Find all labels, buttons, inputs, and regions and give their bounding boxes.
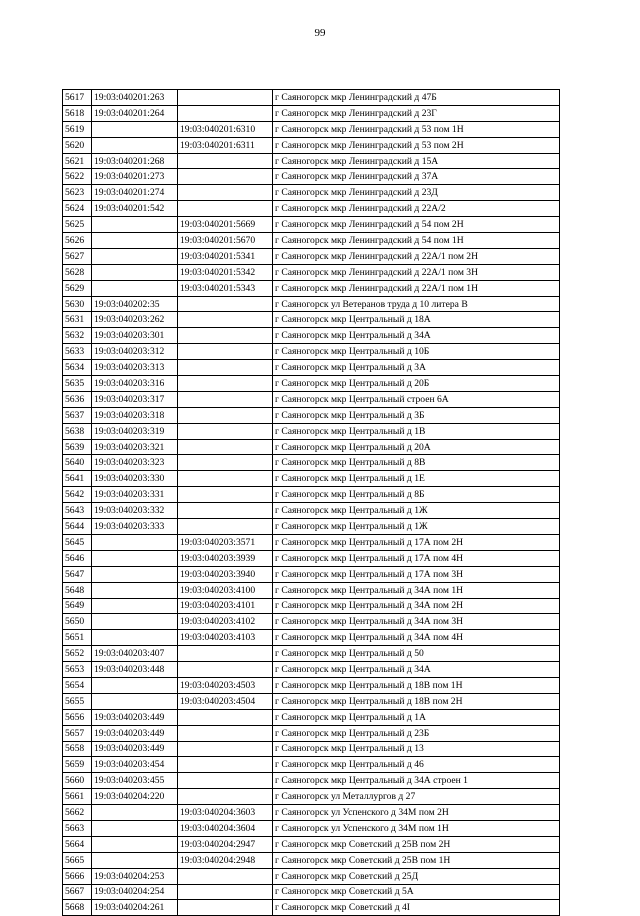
- address-cell: г Саяногорск мкр Ленинградский д 54 пом 2Н: [273, 217, 560, 233]
- row-number-cell: 5651: [63, 630, 92, 646]
- table-row: [63, 328, 560, 344]
- row-number-cell: 5648: [63, 582, 92, 598]
- table-row: [63, 312, 560, 328]
- table-row: [63, 439, 560, 455]
- land-cadastral-number-cell: 19:03:040203:313: [92, 360, 178, 376]
- table-row: [63, 376, 560, 392]
- row-number-cell: 5643: [63, 503, 92, 519]
- address-cell: г Саяногорск мкр Центральный д 10Б: [273, 344, 560, 360]
- address-cell: г Саяногорск мкр Центральный д 34А: [273, 662, 560, 678]
- premises-cadastral-number-cell: [178, 773, 273, 789]
- table-row: [63, 360, 560, 376]
- registry-rows: [63, 90, 560, 916]
- address-cell: г Саяногорск мкр Центральный д 50: [273, 646, 560, 662]
- land-cadastral-number-cell: [92, 582, 178, 598]
- land-cadastral-number-cell: 19:03:040203:449: [92, 709, 178, 725]
- premises-cadastral-number-cell: 19:03:040203:4100: [178, 582, 273, 598]
- row-number-cell: 5621: [63, 153, 92, 169]
- address-cell: г Саяногорск мкр Центральный д 46: [273, 757, 560, 773]
- premises-cadastral-number-cell: 19:03:040201:5341: [178, 248, 273, 264]
- row-number-cell: 5622: [63, 169, 92, 185]
- table-row: [63, 423, 560, 439]
- table-row: [63, 836, 560, 852]
- table-row: [63, 677, 560, 693]
- land-cadastral-number-cell: 19:03:040203:317: [92, 391, 178, 407]
- table-row: [63, 519, 560, 535]
- premises-cadastral-number-cell: [178, 376, 273, 392]
- table-row: [63, 884, 560, 900]
- land-cadastral-number-cell: 19:03:040203:448: [92, 662, 178, 678]
- premises-cadastral-number-cell: 19:03:040201:5343: [178, 280, 273, 296]
- address-cell: г Саяногорск мкр Ленинградский д 23Г: [273, 105, 560, 121]
- table-row: [63, 789, 560, 805]
- land-cadastral-number-cell: [92, 121, 178, 137]
- land-cadastral-number-cell: [92, 280, 178, 296]
- table-row: [63, 646, 560, 662]
- address-cell: г Саяногорск мкр Центральный д 18В пом 2Н: [273, 693, 560, 709]
- row-number-cell: 5628: [63, 264, 92, 280]
- land-cadastral-number-cell: 19:03:040203:321: [92, 439, 178, 455]
- land-cadastral-number-cell: [92, 820, 178, 836]
- address-cell: г Саяногорск мкр Центральный д 1А: [273, 709, 560, 725]
- address-cell: г Саяногорск мкр Центральный д 34А пом 3Н: [273, 614, 560, 630]
- table-row: [63, 201, 560, 217]
- land-cadastral-number-cell: [92, 137, 178, 153]
- address-cell: г Саяногорск мкр Ленинградский д 54 пом 1Н: [273, 233, 560, 249]
- table-row: [63, 471, 560, 487]
- table-row: [63, 693, 560, 709]
- table-row: [63, 852, 560, 868]
- land-cadastral-number-cell: [92, 693, 178, 709]
- address-cell: г Саяногорск мкр Ленинградский д 53 пом 2Н: [273, 137, 560, 153]
- address-cell: г Саяногорск мкр Ленинградский д 47Б: [273, 90, 560, 106]
- land-cadastral-number-cell: 19:03:040203:454: [92, 757, 178, 773]
- land-cadastral-number-cell: 19:03:040203:333: [92, 519, 178, 535]
- premises-cadastral-number-cell: [178, 471, 273, 487]
- table-row: [63, 296, 560, 312]
- row-number-cell: 5623: [63, 185, 92, 201]
- premises-cadastral-number-cell: [178, 900, 273, 916]
- premises-cadastral-number-cell: 19:03:040203:4504: [178, 693, 273, 709]
- land-cadastral-number-cell: [92, 614, 178, 630]
- premises-cadastral-number-cell: 19:03:040203:4503: [178, 677, 273, 693]
- land-cadastral-number-cell: 19:03:040204:220: [92, 789, 178, 805]
- table-row: [63, 820, 560, 836]
- row-number-cell: 5619: [63, 121, 92, 137]
- address-cell: г Саяногорск мкр Ленинградский д 23Д: [273, 185, 560, 201]
- address-cell: г Саяногорск мкр Центральный д 34А строен 1: [273, 773, 560, 789]
- row-number-cell: 5638: [63, 423, 92, 439]
- row-number-cell: 5620: [63, 137, 92, 153]
- address-cell: г Саяногорск мкр Центральный д 17А пом 3Н: [273, 566, 560, 582]
- table-row: [63, 280, 560, 296]
- land-cadastral-number-cell: 19:03:040203:262: [92, 312, 178, 328]
- address-cell: г Саяногорск мкр Ленинградский д 53 пом 1Н: [273, 121, 560, 137]
- address-cell: г Саяногорск мкр Советский д 25Д: [273, 868, 560, 884]
- row-number-cell: 5640: [63, 455, 92, 471]
- land-cadastral-number-cell: [92, 805, 178, 821]
- row-number-cell: 5635: [63, 376, 92, 392]
- premises-cadastral-number-cell: [178, 90, 273, 106]
- row-number-cell: 5633: [63, 344, 92, 360]
- premises-cadastral-number-cell: [178, 439, 273, 455]
- address-cell: г Саяногорск ул Металлургов д 27: [273, 789, 560, 805]
- premises-cadastral-number-cell: [178, 407, 273, 423]
- table-row: [63, 725, 560, 741]
- table-row: [63, 503, 560, 519]
- table-row: [63, 105, 560, 121]
- address-cell: г Саяногорск мкр Ленинградский д 22А/1 пом 2Н: [273, 248, 560, 264]
- table-row: [63, 741, 560, 757]
- row-number-cell: 5634: [63, 360, 92, 376]
- premises-cadastral-number-cell: [178, 312, 273, 328]
- row-number-cell: 5666: [63, 868, 92, 884]
- land-cadastral-number-cell: 19:03:040203:316: [92, 376, 178, 392]
- table-row: [63, 121, 560, 137]
- row-number-cell: 5644: [63, 519, 92, 535]
- premises-cadastral-number-cell: 19:03:040204:2947: [178, 836, 273, 852]
- row-number-cell: 5647: [63, 566, 92, 582]
- row-number-cell: 5661: [63, 789, 92, 805]
- table-row: [63, 566, 560, 582]
- address-cell: г Саяногорск мкр Центральный д 1В: [273, 423, 560, 439]
- table-row: [63, 90, 560, 106]
- premises-cadastral-number-cell: 19:03:040201:5342: [178, 264, 273, 280]
- land-cadastral-number-cell: [92, 248, 178, 264]
- premises-cadastral-number-cell: [178, 423, 273, 439]
- land-cadastral-number-cell: 19:03:040203:330: [92, 471, 178, 487]
- land-cadastral-number-cell: 19:03:040203:449: [92, 741, 178, 757]
- row-number-cell: 5646: [63, 550, 92, 566]
- land-cadastral-number-cell: [92, 598, 178, 614]
- table-row: [63, 264, 560, 280]
- address-cell: г Саяногорск мкр Ленинградский д 15А: [273, 153, 560, 169]
- premises-cadastral-number-cell: 19:03:040204:3604: [178, 820, 273, 836]
- row-number-cell: 5649: [63, 598, 92, 614]
- address-cell: г Саяногорск мкр Центральный д 13: [273, 741, 560, 757]
- row-number-cell: 5618: [63, 105, 92, 121]
- address-cell: г Саяногорск мкр Центральный д 17А пом 4Н: [273, 550, 560, 566]
- land-cadastral-number-cell: 19:03:040201:268: [92, 153, 178, 169]
- table-row: [63, 137, 560, 153]
- address-cell: г Саяногорск мкр Советский д 5А: [273, 884, 560, 900]
- address-cell: г Саяногорск мкр Центральный строен 6А: [273, 391, 560, 407]
- row-number-cell: 5625: [63, 217, 92, 233]
- address-cell: г Саяногорск мкр Центральный д 20Б: [273, 376, 560, 392]
- address-cell: г Саяногорск мкр Советский д 25В пом 2Н: [273, 836, 560, 852]
- table-row: [63, 391, 560, 407]
- row-number-cell: 5631: [63, 312, 92, 328]
- table-row: [63, 757, 560, 773]
- page-number: 99: [314, 27, 326, 39]
- table-row: [63, 407, 560, 423]
- premises-cadastral-number-cell: [178, 360, 273, 376]
- land-cadastral-number-cell: [92, 852, 178, 868]
- address-cell: г Саяногорск мкр Центральный д 17А пом 2Н: [273, 534, 560, 550]
- land-cadastral-number-cell: 19:03:040204:261: [92, 900, 178, 916]
- address-cell: г Саяногорск мкр Центральный д 1Ж: [273, 503, 560, 519]
- land-cadastral-number-cell: 19:03:040203:312: [92, 344, 178, 360]
- row-number-cell: 5657: [63, 725, 92, 741]
- row-number-cell: 5642: [63, 487, 92, 503]
- table-row: [63, 217, 560, 233]
- address-cell: г Саяногорск мкр Ленинградский д 22А/2: [273, 201, 560, 217]
- table-row: [63, 868, 560, 884]
- address-cell: г Саяногорск мкр Центральный д 8В: [273, 455, 560, 471]
- premises-cadastral-number-cell: [178, 868, 273, 884]
- premises-cadastral-number-cell: 19:03:040203:4101: [178, 598, 273, 614]
- row-number-cell: 5626: [63, 233, 92, 249]
- row-number-cell: 5630: [63, 296, 92, 312]
- table-row: [63, 248, 560, 264]
- premises-cadastral-number-cell: [178, 201, 273, 217]
- address-cell: г Саяногорск мкр Центральный д 20А: [273, 439, 560, 455]
- premises-cadastral-number-cell: [178, 725, 273, 741]
- premises-cadastral-number-cell: [178, 185, 273, 201]
- row-number-cell: 5639: [63, 439, 92, 455]
- premises-cadastral-number-cell: [178, 662, 273, 678]
- premises-cadastral-number-cell: [178, 328, 273, 344]
- premises-cadastral-number-cell: 19:03:040203:3939: [178, 550, 273, 566]
- row-number-cell: 5645: [63, 534, 92, 550]
- row-number-cell: 5637: [63, 407, 92, 423]
- address-cell: г Саяногорск мкр Ленинградский д 22А/1 пом 1Н: [273, 280, 560, 296]
- row-number-cell: 5659: [63, 757, 92, 773]
- table-row: [63, 169, 560, 185]
- table-row: [63, 662, 560, 678]
- address-cell: г Саяногорск мкр Ленинградский д 37А: [273, 169, 560, 185]
- premises-cadastral-number-cell: [178, 169, 273, 185]
- address-cell: г Саяногорск мкр Ленинградский д 22А/1 пом 3Н: [273, 264, 560, 280]
- address-cell: г Саяногорск мкр Центральный д 18В пом 1Н: [273, 677, 560, 693]
- row-number-cell: 5652: [63, 646, 92, 662]
- premises-cadastral-number-cell: [178, 789, 273, 805]
- land-cadastral-number-cell: 19:03:040201:273: [92, 169, 178, 185]
- address-cell: г Саяногорск мкр Центральный д 8Б: [273, 487, 560, 503]
- land-cadastral-number-cell: 19:03:040204:253: [92, 868, 178, 884]
- table-row: [63, 455, 560, 471]
- land-cadastral-number-cell: 19:03:040201:263: [92, 90, 178, 106]
- address-cell: г Саяногорск мкр Советский д 4І: [273, 900, 560, 916]
- land-cadastral-number-cell: 19:03:040203:318: [92, 407, 178, 423]
- land-cadastral-number-cell: 19:03:040203:319: [92, 423, 178, 439]
- row-number-cell: 5656: [63, 709, 92, 725]
- land-cadastral-number-cell: 19:03:040203:332: [92, 503, 178, 519]
- row-number-cell: 5654: [63, 677, 92, 693]
- land-cadastral-number-cell: 19:03:040202:35: [92, 296, 178, 312]
- premises-cadastral-number-cell: 19:03:040203:4103: [178, 630, 273, 646]
- premises-cadastral-number-cell: [178, 487, 273, 503]
- land-cadastral-number-cell: 19:03:040203:301: [92, 328, 178, 344]
- row-number-cell: 5665: [63, 852, 92, 868]
- land-cadastral-number-cell: 19:03:040201:264: [92, 105, 178, 121]
- row-number-cell: 5629: [63, 280, 92, 296]
- premises-cadastral-number-cell: [178, 741, 273, 757]
- row-number-cell: 5627: [63, 248, 92, 264]
- address-cell: г Саяногорск мкр Центральный д 1Е: [273, 471, 560, 487]
- land-cadastral-number-cell: [92, 630, 178, 646]
- table-row: [63, 487, 560, 503]
- land-cadastral-number-cell: [92, 233, 178, 249]
- address-cell: г Саяногорск мкр Центральный д 3А: [273, 360, 560, 376]
- land-cadastral-number-cell: [92, 217, 178, 233]
- premises-cadastral-number-cell: [178, 709, 273, 725]
- row-number-cell: 5660: [63, 773, 92, 789]
- address-cell: г Саяногорск мкр Советский д 25В пом 1Н: [273, 852, 560, 868]
- table-row: [63, 153, 560, 169]
- address-cell: г Саяногорск ул Успенского д 34М пом 2Н: [273, 805, 560, 821]
- address-cell: г Саяногорск мкр Центральный д 1Ж: [273, 519, 560, 535]
- premises-cadastral-number-cell: [178, 519, 273, 535]
- premises-cadastral-number-cell: [178, 296, 273, 312]
- row-number-cell: 5636: [63, 391, 92, 407]
- table-row: [63, 773, 560, 789]
- land-cadastral-number-cell: 19:03:040203:455: [92, 773, 178, 789]
- land-cadastral-number-cell: 19:03:040203:331: [92, 487, 178, 503]
- table-row: [63, 233, 560, 249]
- land-cadastral-number-cell: 19:03:040201:542: [92, 201, 178, 217]
- land-cadastral-number-cell: [92, 264, 178, 280]
- land-cadastral-number-cell: 19:03:040203:407: [92, 646, 178, 662]
- row-number-cell: 5650: [63, 614, 92, 630]
- land-cadastral-number-cell: [92, 566, 178, 582]
- table-row: [63, 185, 560, 201]
- premises-cadastral-number-cell: 19:03:040201:6311: [178, 137, 273, 153]
- premises-cadastral-number-cell: 19:03:040204:3603: [178, 805, 273, 821]
- premises-cadastral-number-cell: [178, 646, 273, 662]
- premises-cadastral-number-cell: 19:03:040203:3940: [178, 566, 273, 582]
- premises-cadastral-number-cell: 19:03:040204:2948: [178, 852, 273, 868]
- row-number-cell: 5664: [63, 836, 92, 852]
- table-row: [63, 709, 560, 725]
- premises-cadastral-number-cell: 19:03:040203:3571: [178, 534, 273, 550]
- table-row: [63, 582, 560, 598]
- premises-cadastral-number-cell: [178, 153, 273, 169]
- address-cell: г Саяногорск мкр Центральный д 23Б: [273, 725, 560, 741]
- address-cell: г Саяногорск мкр Центральный д 18А: [273, 312, 560, 328]
- table-row: [63, 344, 560, 360]
- premises-cadastral-number-cell: 19:03:040201:6310: [178, 121, 273, 137]
- row-number-cell: 5655: [63, 693, 92, 709]
- row-number-cell: 5653: [63, 662, 92, 678]
- table-row: [63, 534, 560, 550]
- row-number-cell: 5662: [63, 805, 92, 821]
- registry-table: [62, 89, 560, 916]
- table-row: [63, 598, 560, 614]
- premises-cadastral-number-cell: 19:03:040201:5670: [178, 233, 273, 249]
- land-cadastral-number-cell: [92, 550, 178, 566]
- land-cadastral-number-cell: [92, 534, 178, 550]
- row-number-cell: 5663: [63, 820, 92, 836]
- land-cadastral-number-cell: 19:03:040201:274: [92, 185, 178, 201]
- table-row: [63, 550, 560, 566]
- row-number-cell: 5617: [63, 90, 92, 106]
- premises-cadastral-number-cell: [178, 344, 273, 360]
- land-cadastral-number-cell: 19:03:040204:254: [92, 884, 178, 900]
- row-number-cell: 5632: [63, 328, 92, 344]
- table-row: [63, 805, 560, 821]
- address-cell: г Саяногорск мкр Центральный д 34А: [273, 328, 560, 344]
- premises-cadastral-number-cell: 19:03:040203:4102: [178, 614, 273, 630]
- row-number-cell: 5668: [63, 900, 92, 916]
- table-row: [63, 614, 560, 630]
- address-cell: г Саяногорск ул Успенского д 34М пом 1Н: [273, 820, 560, 836]
- row-number-cell: 5624: [63, 201, 92, 217]
- address-cell: г Саяногорск мкр Центральный д 34А пом 4Н: [273, 630, 560, 646]
- premises-cadastral-number-cell: 19:03:040201:5669: [178, 217, 273, 233]
- premises-cadastral-number-cell: [178, 884, 273, 900]
- address-cell: г Саяногорск мкр Центральный д 34А пом 2Н: [273, 598, 560, 614]
- table-row: [63, 900, 560, 916]
- premises-cadastral-number-cell: [178, 503, 273, 519]
- address-cell: г Саяногорск мкр Центральный д 3Б: [273, 407, 560, 423]
- address-cell: г Саяногорск мкр Центральный д 34А пом 1Н: [273, 582, 560, 598]
- row-number-cell: 5658: [63, 741, 92, 757]
- address-cell: г Саяногорск ул Ветеранов труда д 10 литера В: [273, 296, 560, 312]
- premises-cadastral-number-cell: [178, 757, 273, 773]
- land-cadastral-number-cell: 19:03:040203:323: [92, 455, 178, 471]
- premises-cadastral-number-cell: [178, 455, 273, 471]
- land-cadastral-number-cell: [92, 677, 178, 693]
- table-row: [63, 630, 560, 646]
- land-cadastral-number-cell: 19:03:040203:449: [92, 725, 178, 741]
- land-cadastral-number-cell: [92, 836, 178, 852]
- row-number-cell: 5641: [63, 471, 92, 487]
- premises-cadastral-number-cell: [178, 105, 273, 121]
- premises-cadastral-number-cell: [178, 391, 273, 407]
- row-number-cell: 5667: [63, 884, 92, 900]
